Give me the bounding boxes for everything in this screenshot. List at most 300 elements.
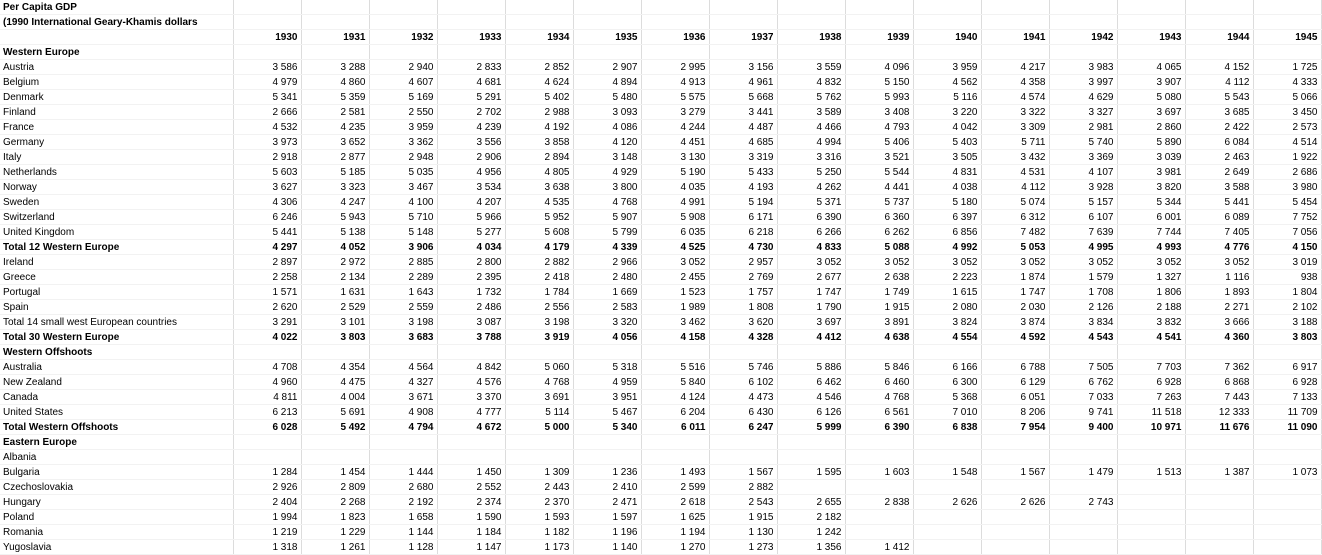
gdp-value-cell[interactable]: 1 915 (709, 510, 777, 525)
gdp-value-cell[interactable]: 4 022 (233, 330, 301, 345)
gdp-value-cell[interactable] (1253, 540, 1321, 555)
corner-cell[interactable] (0, 30, 233, 45)
gdp-value-cell[interactable]: 10 971 (1117, 420, 1185, 435)
empty-cell[interactable] (913, 15, 981, 30)
gdp-value-cell[interactable]: 3 052 (1185, 255, 1253, 270)
gdp-value-cell[interactable] (1117, 525, 1185, 540)
gdp-value-cell[interactable]: 2 940 (369, 60, 437, 75)
gdp-value-cell[interactable]: 5 999 (777, 420, 845, 435)
gdp-value-cell[interactable]: 6 166 (913, 360, 981, 375)
empty-cell[interactable] (777, 0, 845, 15)
gdp-value-cell[interactable] (301, 450, 369, 465)
gdp-value-cell[interactable]: 7 639 (1049, 225, 1117, 240)
gdp-value-cell[interactable]: 1 567 (981, 465, 1049, 480)
gdp-value-cell[interactable]: 6 561 (845, 405, 913, 420)
gdp-value-cell[interactable]: 1 194 (641, 525, 709, 540)
gdp-value-cell[interactable] (573, 450, 641, 465)
gdp-value-cell[interactable]: 5 544 (845, 165, 913, 180)
gdp-value-cell[interactable]: 2 882 (505, 255, 573, 270)
country-label-cell[interactable]: Romania (0, 525, 233, 540)
country-label-cell[interactable]: Bulgaria (0, 465, 233, 480)
gdp-value-cell[interactable]: 3 803 (1253, 330, 1321, 345)
gdp-value-cell[interactable]: 4 956 (437, 165, 505, 180)
gdp-value-cell[interactable]: 4 052 (301, 240, 369, 255)
gdp-value-cell[interactable]: 3 052 (913, 255, 981, 270)
gdp-value-cell[interactable]: 6 928 (1117, 375, 1185, 390)
gdp-value-cell[interactable]: 1 356 (777, 540, 845, 555)
gdp-value-cell[interactable]: 1 747 (981, 285, 1049, 300)
gdp-value-cell[interactable] (1049, 480, 1117, 495)
gdp-value-cell[interactable] (1049, 450, 1117, 465)
gdp-value-cell[interactable]: 5 492 (301, 420, 369, 435)
gdp-value-cell[interactable]: 1 643 (369, 285, 437, 300)
gdp-value-cell[interactable]: 5 359 (301, 90, 369, 105)
gdp-value-cell[interactable]: 5 403 (913, 135, 981, 150)
gdp-value-cell[interactable] (1117, 345, 1185, 360)
gdp-value-cell[interactable]: 2 550 (369, 105, 437, 120)
gdp-value-cell[interactable] (845, 525, 913, 540)
gdp-value-cell[interactable]: 4 794 (369, 420, 437, 435)
gdp-value-cell[interactable]: 1 989 (641, 300, 709, 315)
gdp-value-cell[interactable]: 4 768 (845, 390, 913, 405)
gdp-value-cell[interactable]: 3 319 (709, 150, 777, 165)
gdp-value-cell[interactable]: 2 838 (845, 495, 913, 510)
gdp-value-cell[interactable]: 4 244 (641, 120, 709, 135)
gdp-value-cell[interactable]: 2 981 (1049, 120, 1117, 135)
gdp-value-cell[interactable]: 4 991 (641, 195, 709, 210)
gdp-value-cell[interactable]: 4 776 (1185, 240, 1253, 255)
country-label-cell[interactable]: Germany (0, 135, 233, 150)
country-label-cell[interactable]: Belgium (0, 75, 233, 90)
gdp-value-cell[interactable]: 4 193 (709, 180, 777, 195)
gdp-value-cell[interactable]: 1 140 (573, 540, 641, 555)
gdp-value-cell[interactable]: 1 615 (913, 285, 981, 300)
gdp-value-cell[interactable]: 4 150 (1253, 240, 1321, 255)
gdp-value-cell[interactable]: 4 681 (437, 75, 505, 90)
gdp-value-cell[interactable]: 5 169 (369, 90, 437, 105)
country-label-cell[interactable]: Total 12 Western Europe (0, 240, 233, 255)
gdp-value-cell[interactable]: 3 291 (233, 315, 301, 330)
year-header-cell[interactable]: 1941 (981, 30, 1049, 45)
gdp-value-cell[interactable]: 5 762 (777, 90, 845, 105)
gdp-value-cell[interactable]: 3 627 (233, 180, 301, 195)
gdp-value-cell[interactable] (369, 450, 437, 465)
gdp-value-cell[interactable]: 3 148 (573, 150, 641, 165)
empty-cell[interactable] (369, 0, 437, 15)
gdp-value-cell[interactable]: 3 973 (233, 135, 301, 150)
country-label-cell[interactable]: Poland (0, 510, 233, 525)
gdp-value-cell[interactable]: 2 271 (1185, 300, 1253, 315)
gdp-value-cell[interactable]: 1 182 (505, 525, 573, 540)
gdp-value-cell[interactable]: 3 824 (913, 315, 981, 330)
gdp-value-cell[interactable]: 2 552 (437, 480, 505, 495)
gdp-value-cell[interactable]: 1 147 (437, 540, 505, 555)
gdp-value-cell[interactable]: 2 800 (437, 255, 505, 270)
gdp-value-cell[interactable]: 4 624 (505, 75, 573, 90)
gdp-value-cell[interactable]: 1 523 (641, 285, 709, 300)
section-header-cell[interactable]: Western Europe (0, 45, 233, 60)
gdp-value-cell[interactable] (437, 450, 505, 465)
gdp-value-cell[interactable]: 4 993 (1117, 240, 1185, 255)
gdp-value-cell[interactable]: 2 443 (505, 480, 573, 495)
gdp-value-cell[interactable]: 6 129 (981, 375, 1049, 390)
empty-cell[interactable] (845, 15, 913, 30)
empty-cell[interactable] (709, 0, 777, 15)
gdp-value-cell[interactable]: 6 204 (641, 405, 709, 420)
gdp-value-cell[interactable]: 4 112 (1185, 75, 1253, 90)
gdp-value-cell[interactable]: 7 744 (1117, 225, 1185, 240)
gdp-value-cell[interactable]: 3 188 (1253, 315, 1321, 330)
gdp-value-cell[interactable]: 2 410 (573, 480, 641, 495)
gdp-value-cell[interactable]: 7 033 (1049, 390, 1117, 405)
gdp-value-cell[interactable] (913, 510, 981, 525)
gdp-value-cell[interactable]: 4 730 (709, 240, 777, 255)
gdp-value-cell[interactable] (1253, 495, 1321, 510)
empty-cell[interactable] (1049, 0, 1117, 15)
gdp-value-cell[interactable] (1185, 540, 1253, 555)
country-label-cell[interactable]: Hungary (0, 495, 233, 510)
gdp-value-cell[interactable] (1253, 525, 1321, 540)
gdp-value-cell[interactable]: 4 576 (437, 375, 505, 390)
country-label-cell[interactable]: United Kingdom (0, 225, 233, 240)
gdp-value-cell[interactable] (573, 435, 641, 450)
gdp-value-cell[interactable]: 3 052 (1117, 255, 1185, 270)
year-header-cell[interactable]: 1944 (1185, 30, 1253, 45)
gdp-value-cell[interactable] (777, 435, 845, 450)
empty-cell[interactable] (437, 15, 505, 30)
gdp-value-cell[interactable]: 5 194 (709, 195, 777, 210)
gdp-value-cell[interactable]: 4 473 (709, 390, 777, 405)
gdp-value-cell[interactable]: 6 300 (913, 375, 981, 390)
gdp-value-cell[interactable]: 1 567 (709, 465, 777, 480)
gdp-value-cell[interactable] (913, 45, 981, 60)
gdp-value-cell[interactable]: 3 820 (1117, 180, 1185, 195)
gdp-value-cell[interactable]: 4 592 (981, 330, 1049, 345)
country-label-cell[interactable]: Sweden (0, 195, 233, 210)
gdp-value-cell[interactable]: 1 236 (573, 465, 641, 480)
gdp-value-cell[interactable]: 3 198 (505, 315, 573, 330)
gdp-value-cell[interactable]: 2 906 (437, 150, 505, 165)
gdp-value-cell[interactable]: 2 192 (369, 495, 437, 510)
gdp-value-cell[interactable]: 4 217 (981, 60, 1049, 75)
gdp-value-cell[interactable]: 5 074 (981, 195, 1049, 210)
gdp-value-cell[interactable] (709, 450, 777, 465)
gdp-value-cell[interactable]: 4 192 (505, 120, 573, 135)
gdp-value-cell[interactable]: 6 462 (777, 375, 845, 390)
gdp-value-cell[interactable]: 4 546 (777, 390, 845, 405)
gdp-value-cell[interactable]: 6 218 (709, 225, 777, 240)
gdp-value-cell[interactable] (913, 480, 981, 495)
gdp-value-cell[interactable]: 5 060 (505, 360, 573, 375)
country-label-cell[interactable]: Norway (0, 180, 233, 195)
empty-cell[interactable] (845, 0, 913, 15)
gdp-value-cell[interactable]: 1 579 (1049, 270, 1117, 285)
gdp-value-cell[interactable]: 2 877 (301, 150, 369, 165)
sheet-title-cell[interactable]: Per Capita GDP (0, 0, 233, 15)
gdp-value-cell[interactable]: 4 768 (505, 375, 573, 390)
gdp-value-cell[interactable]: 3 697 (1117, 105, 1185, 120)
gdp-value-cell[interactable]: 3 087 (437, 315, 505, 330)
gdp-value-cell[interactable]: 5 406 (845, 135, 913, 150)
gdp-value-cell[interactable]: 2 972 (301, 255, 369, 270)
empty-cell[interactable] (1253, 15, 1321, 30)
gdp-value-cell[interactable]: 4 672 (437, 420, 505, 435)
country-label-cell[interactable]: Switzerland (0, 210, 233, 225)
gdp-value-cell[interactable]: 2 966 (573, 255, 641, 270)
empty-cell[interactable] (301, 15, 369, 30)
gdp-value-cell[interactable]: 5 138 (301, 225, 369, 240)
country-label-cell[interactable]: Canada (0, 390, 233, 405)
gdp-value-cell[interactable]: 2 583 (573, 300, 641, 315)
gdp-value-cell[interactable]: 4 327 (369, 375, 437, 390)
gdp-value-cell[interactable]: 6 011 (641, 420, 709, 435)
gdp-value-cell[interactable]: 2 957 (709, 255, 777, 270)
gdp-value-cell[interactable]: 3 671 (369, 390, 437, 405)
gdp-value-cell[interactable]: 2 418 (505, 270, 573, 285)
gdp-value-cell[interactable]: 5 053 (981, 240, 1049, 255)
gdp-value-cell[interactable]: 5 740 (1049, 135, 1117, 150)
gdp-value-cell[interactable]: 6 102 (709, 375, 777, 390)
gdp-value-cell[interactable]: 4 638 (845, 330, 913, 345)
gdp-value-cell[interactable]: 5 371 (777, 195, 845, 210)
gdp-value-cell[interactable]: 4 811 (233, 390, 301, 405)
gdp-value-cell[interactable]: 2 852 (505, 60, 573, 75)
gdp-value-cell[interactable]: 4 994 (777, 135, 845, 150)
gdp-value-cell[interactable]: 2 907 (573, 60, 641, 75)
gdp-value-cell[interactable]: 5 402 (505, 90, 573, 105)
gdp-value-cell[interactable]: 1 804 (1253, 285, 1321, 300)
country-label-cell[interactable]: Denmark (0, 90, 233, 105)
gdp-value-cell[interactable]: 7 362 (1185, 360, 1253, 375)
gdp-value-cell[interactable]: 3 327 (1049, 105, 1117, 120)
gdp-value-cell[interactable]: 4 107 (1049, 165, 1117, 180)
gdp-value-cell[interactable]: 5 250 (777, 165, 845, 180)
gdp-value-cell[interactable] (913, 345, 981, 360)
gdp-value-cell[interactable]: 6 917 (1253, 360, 1321, 375)
country-label-cell[interactable]: Czechoslovakia (0, 480, 233, 495)
gdp-value-cell[interactable]: 2 666 (233, 105, 301, 120)
gdp-value-cell[interactable]: 3 322 (981, 105, 1049, 120)
gdp-value-cell[interactable] (641, 435, 709, 450)
gdp-value-cell[interactable]: 5 148 (369, 225, 437, 240)
gdp-value-cell[interactable]: 3 316 (777, 150, 845, 165)
gdp-value-cell[interactable]: 2 182 (777, 510, 845, 525)
gdp-value-cell[interactable] (913, 450, 981, 465)
gdp-value-cell[interactable]: 2 885 (369, 255, 437, 270)
gdp-value-cell[interactable]: 2 860 (1117, 120, 1185, 135)
gdp-value-cell[interactable] (1049, 540, 1117, 555)
gdp-value-cell[interactable]: 3 559 (777, 60, 845, 75)
gdp-value-cell[interactable]: 1 116 (1185, 270, 1253, 285)
gdp-value-cell[interactable]: 3 052 (777, 255, 845, 270)
gdp-value-cell[interactable]: 5 368 (913, 390, 981, 405)
gdp-value-cell[interactable] (1185, 450, 1253, 465)
gdp-value-cell[interactable] (777, 450, 845, 465)
gdp-value-cell[interactable] (777, 480, 845, 495)
gdp-value-cell[interactable]: 5 846 (845, 360, 913, 375)
empty-cell[interactable] (437, 0, 505, 15)
gdp-value-cell[interactable]: 11 090 (1253, 420, 1321, 435)
gdp-value-cell[interactable] (1049, 45, 1117, 60)
gdp-value-cell[interactable]: 1 874 (981, 270, 1049, 285)
gdp-value-cell[interactable]: 6 107 (1049, 210, 1117, 225)
gdp-value-cell[interactable]: 2 626 (913, 495, 981, 510)
gdp-value-cell[interactable]: 3 279 (641, 105, 709, 120)
gdp-value-cell[interactable]: 1 219 (233, 525, 301, 540)
gdp-value-cell[interactable]: 2 677 (777, 270, 845, 285)
gdp-value-cell[interactable] (709, 45, 777, 60)
gdp-value-cell[interactable]: 1 073 (1253, 465, 1321, 480)
gdp-value-cell[interactable] (1185, 45, 1253, 60)
gdp-value-cell[interactable]: 1 658 (369, 510, 437, 525)
empty-cell[interactable] (777, 15, 845, 30)
gdp-value-cell[interactable]: 5 341 (233, 90, 301, 105)
gdp-value-cell[interactable]: 3 323 (301, 180, 369, 195)
gdp-value-cell[interactable] (1117, 480, 1185, 495)
gdp-value-cell[interactable]: 4 086 (573, 120, 641, 135)
gdp-value-cell[interactable]: 6 312 (981, 210, 1049, 225)
gdp-value-cell[interactable]: 6 089 (1185, 210, 1253, 225)
gdp-value-cell[interactable]: 6 213 (233, 405, 301, 420)
year-header-cell[interactable]: 1931 (301, 30, 369, 45)
gdp-value-cell[interactable]: 1 631 (301, 285, 369, 300)
gdp-value-cell[interactable] (1253, 450, 1321, 465)
gdp-value-cell[interactable]: 4 708 (233, 360, 301, 375)
gdp-value-cell[interactable]: 4 541 (1117, 330, 1185, 345)
gdp-value-cell[interactable]: 3 588 (1185, 180, 1253, 195)
year-header-cell[interactable]: 1934 (505, 30, 573, 45)
gdp-value-cell[interactable]: 2 463 (1185, 150, 1253, 165)
country-label-cell[interactable]: Italy (0, 150, 233, 165)
gdp-value-cell[interactable]: 3 834 (1049, 315, 1117, 330)
gdp-value-cell[interactable]: 6 051 (981, 390, 1049, 405)
gdp-value-cell[interactable] (1253, 45, 1321, 60)
gdp-value-cell[interactable]: 2 743 (1049, 495, 1117, 510)
gdp-value-cell[interactable]: 3 919 (505, 330, 573, 345)
gdp-value-cell[interactable]: 5 441 (233, 225, 301, 240)
gdp-value-cell[interactable]: 1 144 (369, 525, 437, 540)
gdp-value-cell[interactable]: 3 220 (913, 105, 981, 120)
gdp-value-cell[interactable] (1117, 45, 1185, 60)
gdp-value-cell[interactable]: 1 309 (505, 465, 573, 480)
gdp-value-cell[interactable] (641, 345, 709, 360)
empty-cell[interactable] (641, 0, 709, 15)
gdp-value-cell[interactable]: 3 534 (437, 180, 505, 195)
gdp-value-cell[interactable] (1185, 435, 1253, 450)
gdp-value-cell[interactable] (845, 510, 913, 525)
gdp-value-cell[interactable]: 4 832 (777, 75, 845, 90)
gdp-value-cell[interactable]: 3 198 (369, 315, 437, 330)
gdp-value-cell[interactable]: 4 262 (777, 180, 845, 195)
gdp-value-cell[interactable]: 2 573 (1253, 120, 1321, 135)
gdp-value-cell[interactable] (709, 435, 777, 450)
gdp-value-cell[interactable]: 3 691 (505, 390, 573, 405)
gdp-value-cell[interactable]: 1 784 (505, 285, 573, 300)
gdp-value-cell[interactable]: 7 263 (1117, 390, 1185, 405)
gdp-value-cell[interactable]: 2 655 (777, 495, 845, 510)
gdp-value-cell[interactable]: 4 152 (1185, 60, 1253, 75)
gdp-value-cell[interactable] (777, 45, 845, 60)
gdp-value-cell[interactable]: 3 589 (777, 105, 845, 120)
gdp-value-cell[interactable]: 3 052 (641, 255, 709, 270)
gdp-value-cell[interactable]: 6 390 (777, 210, 845, 225)
gdp-value-cell[interactable]: 2 374 (437, 495, 505, 510)
gdp-value-cell[interactable]: 3 891 (845, 315, 913, 330)
gdp-value-cell[interactable]: 4 525 (641, 240, 709, 255)
country-label-cell[interactable]: Portugal (0, 285, 233, 300)
gdp-value-cell[interactable]: 2 948 (369, 150, 437, 165)
gdp-value-cell[interactable]: 4 908 (369, 405, 437, 420)
gdp-value-cell[interactable] (845, 450, 913, 465)
gdp-value-cell[interactable] (981, 510, 1049, 525)
gdp-value-cell[interactable]: 3 697 (777, 315, 845, 330)
gdp-value-cell[interactable]: 4 354 (301, 360, 369, 375)
gdp-value-cell[interactable] (845, 480, 913, 495)
gdp-value-cell[interactable]: 5 190 (641, 165, 709, 180)
gdp-value-cell[interactable]: 4 096 (845, 60, 913, 75)
gdp-value-cell[interactable]: 1 915 (845, 300, 913, 315)
gdp-value-cell[interactable]: 4 239 (437, 120, 505, 135)
gdp-value-cell[interactable] (913, 525, 981, 540)
gdp-value-cell[interactable] (301, 45, 369, 60)
gdp-value-cell[interactable] (1253, 435, 1321, 450)
gdp-value-cell[interactable]: 1 823 (301, 510, 369, 525)
gdp-value-cell[interactable]: 1 173 (505, 540, 573, 555)
empty-cell[interactable] (573, 15, 641, 30)
year-header-cell[interactable]: 1942 (1049, 30, 1117, 45)
gdp-value-cell[interactable]: 3 320 (573, 315, 641, 330)
gdp-value-cell[interactable] (981, 480, 1049, 495)
gdp-value-cell[interactable] (1185, 480, 1253, 495)
gdp-value-cell[interactable] (1253, 510, 1321, 525)
gdp-value-cell[interactable]: 4 297 (233, 240, 301, 255)
gdp-value-cell[interactable] (369, 435, 437, 450)
gdp-value-cell[interactable]: 1 808 (709, 300, 777, 315)
gdp-value-cell[interactable]: 3 052 (845, 255, 913, 270)
country-label-cell[interactable]: Netherlands (0, 165, 233, 180)
gdp-value-cell[interactable]: 9 741 (1049, 405, 1117, 420)
gdp-value-cell[interactable] (1117, 540, 1185, 555)
gdp-value-cell[interactable]: 3 803 (301, 330, 369, 345)
gdp-value-cell[interactable]: 5 116 (913, 90, 981, 105)
gdp-value-cell[interactable] (641, 450, 709, 465)
gdp-value-cell[interactable]: 3 620 (709, 315, 777, 330)
gdp-value-cell[interactable] (1117, 435, 1185, 450)
gdp-value-cell[interactable]: 1 922 (1253, 150, 1321, 165)
country-label-cell[interactable]: Spain (0, 300, 233, 315)
empty-cell[interactable] (505, 15, 573, 30)
gdp-value-cell[interactable] (437, 345, 505, 360)
gdp-value-cell[interactable]: 1 994 (233, 510, 301, 525)
gdp-value-cell[interactable]: 6 247 (709, 420, 777, 435)
gdp-value-cell[interactable]: 2 988 (505, 105, 573, 120)
gdp-value-cell[interactable]: 1 327 (1117, 270, 1185, 285)
gdp-value-cell[interactable]: 5 908 (641, 210, 709, 225)
gdp-value-cell[interactable]: 12 333 (1185, 405, 1253, 420)
gdp-value-cell[interactable]: 4 860 (301, 75, 369, 90)
gdp-value-cell[interactable]: 4 034 (437, 240, 505, 255)
empty-cell[interactable] (641, 15, 709, 30)
gdp-value-cell[interactable]: 7 752 (1253, 210, 1321, 225)
gdp-value-cell[interactable]: 3 959 (369, 120, 437, 135)
gdp-value-cell[interactable]: 8 206 (981, 405, 1049, 420)
section-header-cell[interactable]: Eastern Europe (0, 435, 233, 450)
gdp-value-cell[interactable]: 3 556 (437, 135, 505, 150)
gdp-value-cell[interactable]: 4 959 (573, 375, 641, 390)
gdp-value-cell[interactable]: 2 599 (641, 480, 709, 495)
gdp-value-cell[interactable]: 2 620 (233, 300, 301, 315)
gdp-value-cell[interactable]: 4 120 (573, 135, 641, 150)
